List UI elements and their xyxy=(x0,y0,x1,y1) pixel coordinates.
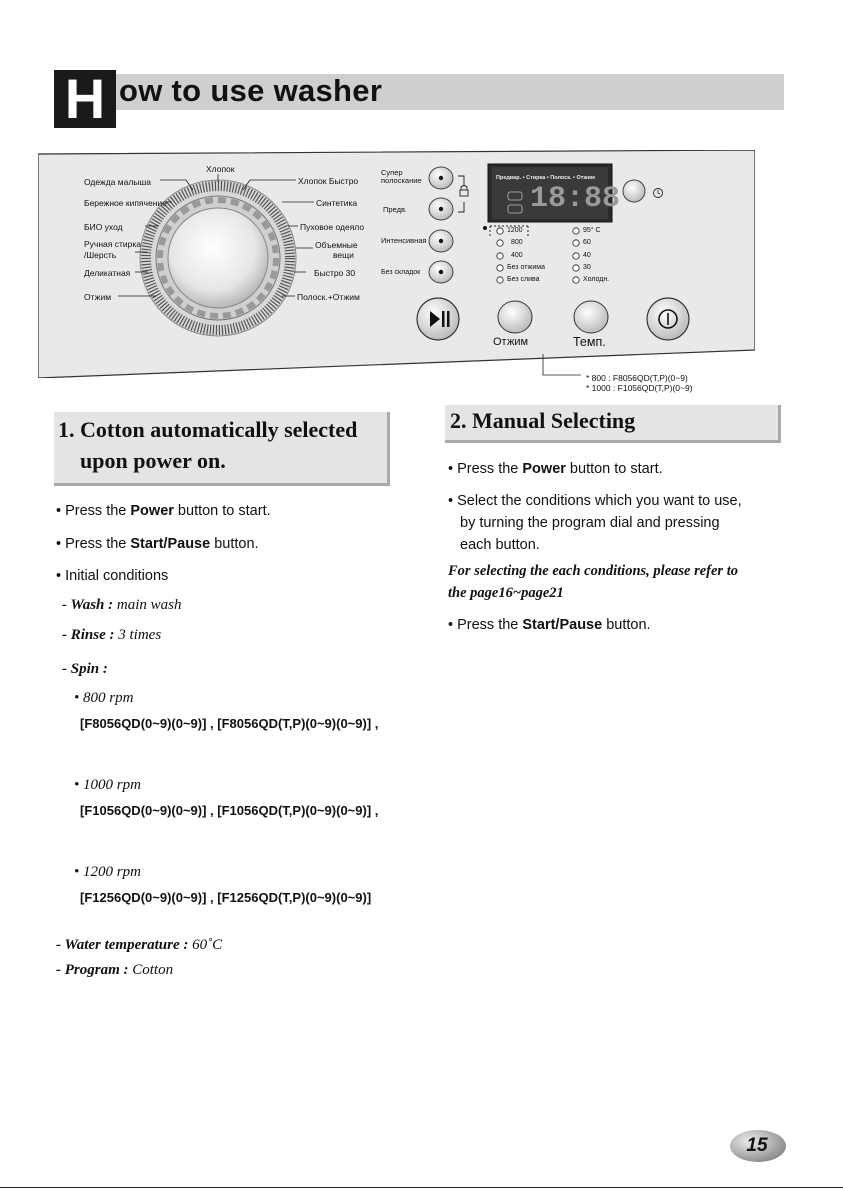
initial-water-temperature: - Water temperature : 60˚C xyxy=(56,937,223,953)
dial-label-synthetic: Синтетика xyxy=(316,198,358,208)
option-label-intensive: Интенсивная xyxy=(381,236,427,245)
temp-option-cold: Холодн. xyxy=(583,276,610,283)
initial-spin: - Spin : xyxy=(62,661,108,677)
temp-option-95: 95° C xyxy=(583,227,601,234)
spin-800-rpm: • 800 rpm xyxy=(74,690,134,706)
dial-label-quick-30: Быстро 30 xyxy=(314,268,356,278)
page-bottom-rule xyxy=(0,1187,843,1188)
section2-note-1: For selecting the each conditions, please refer to xyxy=(448,563,738,579)
dial-label-cotton: Хлопок xyxy=(206,164,235,174)
section2-note-2: the page16~page21 xyxy=(448,585,564,601)
spin-1000-rpm: • 1000 rpm xyxy=(74,777,141,793)
temp-option-40: 40 xyxy=(583,252,591,259)
initial-wash: - Wash : main wash xyxy=(62,597,182,613)
initial-rinse: - Rinse : 3 times xyxy=(62,627,162,643)
spin-option-no-spin: Без отжима xyxy=(507,264,545,271)
models-1000: [F1056QD(0~9)(0~9)] , [F1056QD(T,P)(0~9)(0~9)] , xyxy=(80,803,379,818)
page-title: ow to use washer xyxy=(119,73,383,108)
dial-label-cotton-quick: Хлопок Быстро xyxy=(298,176,359,186)
dial-label-gentle-boil: Бережное кипячение xyxy=(84,198,167,208)
display-cycle-labels: Предвар. • Стирка • Полоск. • Отжим xyxy=(496,175,595,181)
section1-title-line1: 1. Cotton automatically selected xyxy=(58,417,358,442)
section2-bullet-start: • Press the Start/Pause button. xyxy=(448,617,651,633)
spin-option-no-drain: Без слива xyxy=(507,276,540,283)
section1-bullet-power: • Press the Power button to start. xyxy=(56,503,271,519)
temp-button-label: Темп. xyxy=(573,335,606,349)
spin-option-800: 800 xyxy=(511,239,523,246)
dial-label-rinse-spin: Полоск.+Отжим xyxy=(297,292,360,302)
dial-label-hand-wash: Ручная стирка xyxy=(84,239,141,249)
option-label-rinse: полоскание xyxy=(381,176,422,185)
dial-label-delicate: Деликатная xyxy=(84,268,131,278)
initial-program: - Program : Cotton xyxy=(56,962,174,978)
dial-label-bulky-2: вещи xyxy=(333,250,354,260)
spin-option-400: 400 xyxy=(511,252,523,259)
models-1200: [F1256QD(0~9)(0~9)] , [F1256QD(T,P)(0~9)(0~9)] xyxy=(80,890,372,905)
dial-label-bulky: Объемные xyxy=(315,240,358,250)
option-label-prewash: Предв. xyxy=(383,205,408,214)
footnote-800: * 800 : F8056QD(T,P)(0~9) xyxy=(586,373,688,383)
page-number-badge xyxy=(728,1128,792,1164)
dial-label-wool: /Шерсть xyxy=(84,250,117,260)
dial-label-baby-clothes: Одежда малыша xyxy=(84,177,151,187)
spin-option-1200: 1200 xyxy=(507,227,523,234)
dial-label-spin: Отжим xyxy=(84,292,112,302)
spin-button-label: Отжим xyxy=(493,336,529,348)
section2-title: 2. Manual Selecting xyxy=(450,408,636,433)
option-label-no-crease: Без складок xyxy=(381,269,421,276)
page-number: 15 xyxy=(746,1135,768,1156)
option-label-super: Супер xyxy=(381,168,403,177)
section2-bullet-power: • Press the Power button to start. xyxy=(448,461,663,477)
dial-label-duvet: Пуховое одеяло xyxy=(300,222,365,232)
section1-title-line2: upon power on. xyxy=(80,448,226,473)
section2-bullet-select-2: by turning the program dial and pressing xyxy=(460,515,720,531)
section1-bullet-start: • Press the Start/Pause button. xyxy=(56,536,259,552)
display-digits: 18:88 xyxy=(530,182,621,216)
section1-bullet-initial: • Initial conditions xyxy=(56,568,169,584)
temp-option-60: 60 xyxy=(583,239,591,246)
footnote-1000: * 1000 : F1056QD(T,P)(0~9) xyxy=(586,383,693,393)
spin-1200-rpm: • 1200 rpm xyxy=(74,864,141,880)
models-800: [F8056QD(0~9)(0~9)] , [F8056QD(T,P)(0~9)(0~9)] , xyxy=(80,716,379,731)
section2-bullet-select-1: • Select the conditions which you want to use, xyxy=(448,493,742,509)
temp-option-30: 30 xyxy=(583,264,591,271)
section2-bullet-select-3: each button. xyxy=(460,537,540,553)
dial-label-bio-care: БИО уход xyxy=(84,222,123,232)
control-panel-illustration xyxy=(38,150,755,393)
title-initial: H xyxy=(54,70,116,128)
